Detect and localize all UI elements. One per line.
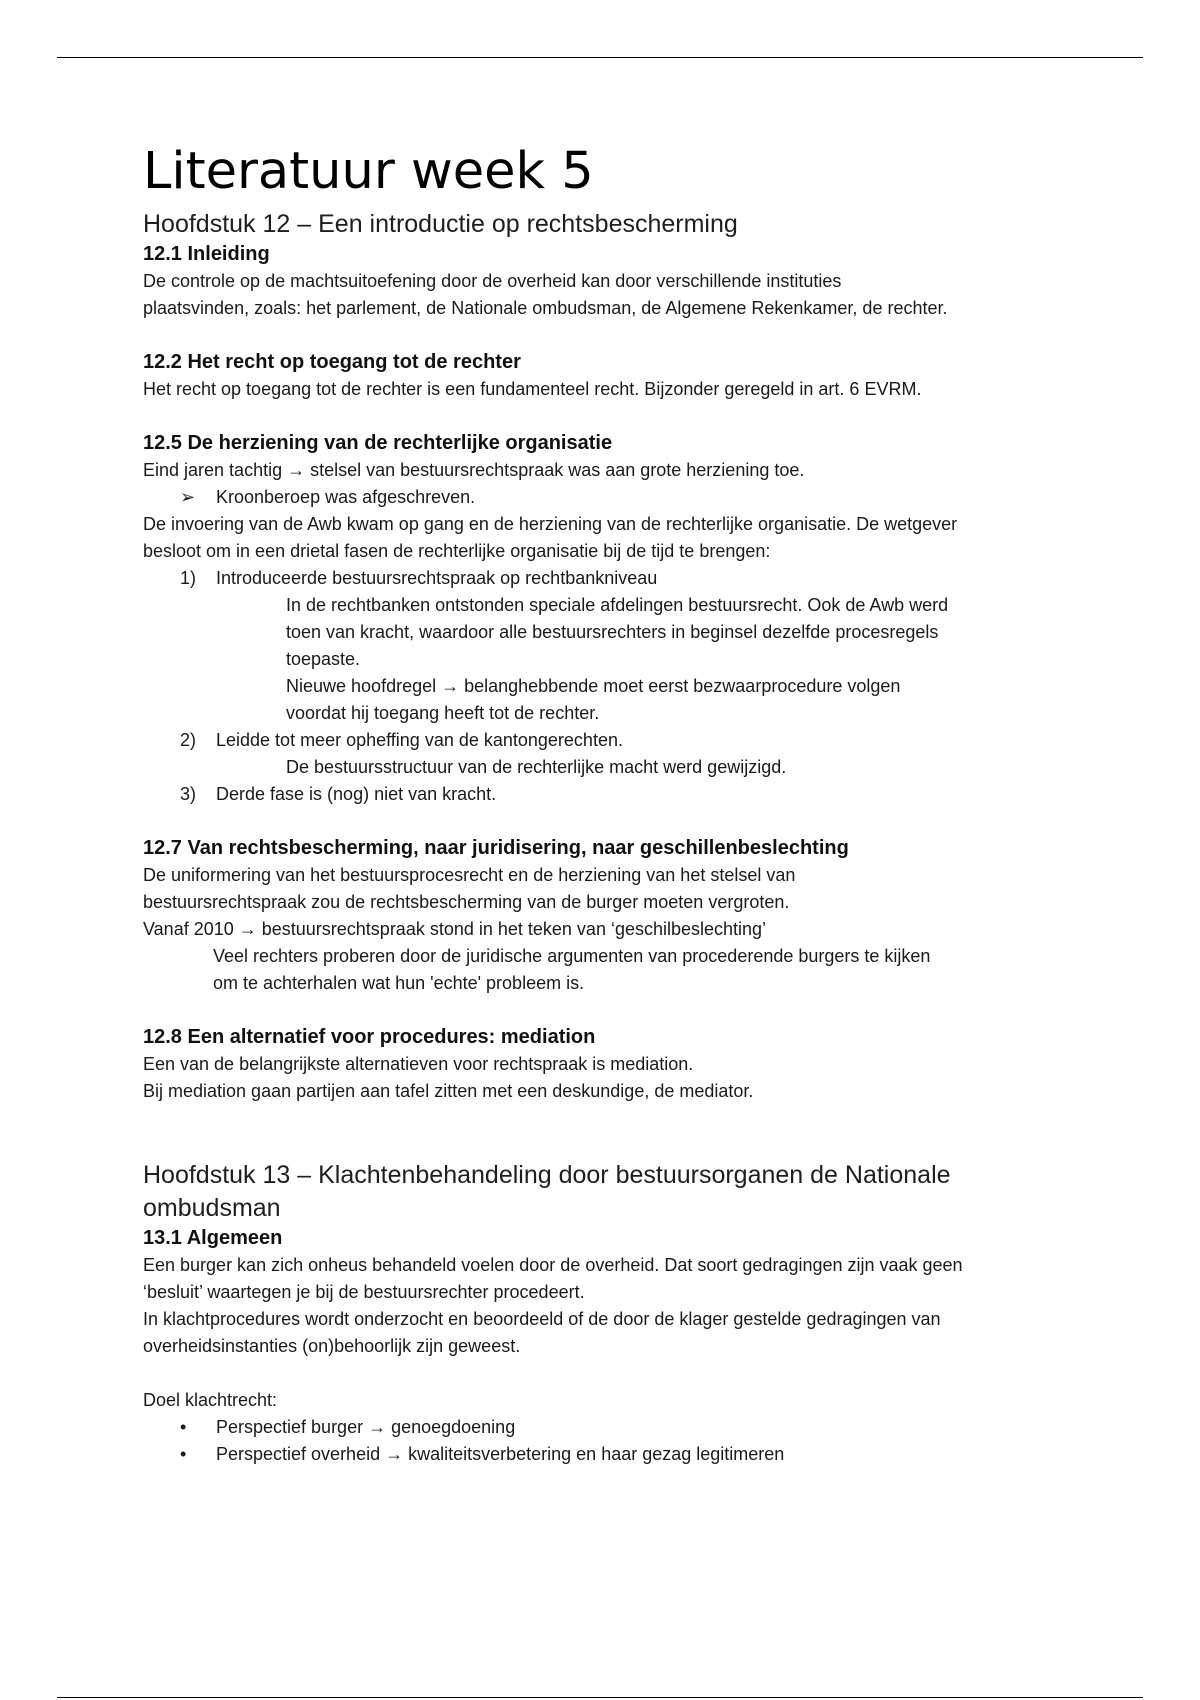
chapter-13-heading-line: ombudsman: [143, 1194, 281, 1222]
bottom-rule: [57, 1697, 1143, 1698]
paragraph-line: bestuursrechtspraak zou de rechtsbescherming van de burger moeten vergroten.: [143, 892, 790, 912]
chapter-12-heading: Hoofdstuk 12 – Een introductie op rechtsbescherming: [143, 210, 738, 238]
paragraph-line: Vanaf 2010 → bestuursrechtspraak stond in het teken van ‘geschilbeslechting’: [143, 919, 767, 939]
bullet-icon: •: [180, 1444, 187, 1464]
paragraph-line: Doel klachtrecht:: [143, 1390, 278, 1410]
paragraph-line: Het recht op toegang tot de rechter is een fundamenteel recht. Bijzonder geregeld in art. 6 EVRM.: [143, 379, 922, 399]
document-body: [143, 140, 1083, 1468]
arrow-bullet-icon: ➢: [180, 487, 196, 507]
list-item-text: Introduceerde bestuursrechtspraak op rechtbankniveau: [216, 568, 658, 588]
list-item-text: Derde fase is (nog) niet van kracht.: [216, 784, 497, 804]
paragraph-line: plaatsvinden, zoals: het parlement, de Nationale ombudsman, de Algemene Rekenkamer, de rechter.: [143, 298, 948, 318]
paragraph-line: Een burger kan zich onheus behandeld voelen door de overheid. Dat soort gedragingen zijn vaak geen: [143, 1255, 963, 1275]
indented-line: Veel rechters proberen door de juridische argumenten van procederende burgers te kijken: [213, 946, 931, 966]
indented-line: om te achterhalen wat hun 'echte' probleem is.: [213, 973, 585, 993]
paragraph-line: Bij mediation gaan partijen aan tafel zitten met een deskundige, de mediator.: [143, 1081, 754, 1101]
list-item-text: Leidde tot meer opheffing van de kantongerechten.: [216, 730, 623, 750]
paragraph-line: Eind jaren tachtig → stelsel van bestuursrechtspraak was aan grote herziening toe.: [143, 460, 805, 480]
number-marker: 1): [180, 568, 197, 588]
sub-line: toen van kracht, waardoor alle bestuursrechters in beginsel dezelfde procesregels: [286, 622, 939, 642]
paragraph-line: besloot om in een drietal fasen de rechterlijke organisatie bij de tijd te brengen:: [143, 541, 771, 561]
paragraph-line: overheidsinstanties (on)behoorlijk zijn geweest.: [143, 1336, 521, 1356]
chapter-13-heading: [143, 1159, 1083, 1225]
sub-line: Nieuwe hoofdregel → belanghebbende moet eerst bezwaarprocedure volgen: [286, 676, 901, 696]
numbered-item-1: [143, 565, 1083, 592]
section-12-8-heading: 12.8 Een alternatief voor procedures: mediation: [143, 1026, 596, 1048]
list-item: [143, 1414, 1083, 1441]
section-12-5-heading: 12.5 De herziening van de rechterlijke organisatie: [143, 432, 613, 454]
section-12-1-heading: 12.1 Inleiding: [143, 243, 270, 265]
numbered-item-2: [143, 727, 1083, 754]
top-rule: [57, 57, 1143, 58]
list-item-text: Perspectief burger → genoegdoening: [216, 1417, 516, 1437]
sub-line: voordat hij toegang heeft tot de rechter.: [286, 703, 600, 723]
paragraph-line: De uniformering van het bestuursprocesrecht en de herziening van het stelsel van: [143, 865, 796, 885]
list-item-text: Kroonberoep was afgeschreven.: [216, 487, 476, 507]
number-marker: 3): [180, 784, 197, 804]
number-marker: 2): [180, 730, 197, 750]
bullet-icon: •: [180, 1417, 187, 1437]
paragraph-line: Een van de belangrijkste alternatieven voor rechtspraak is mediation.: [143, 1054, 694, 1074]
section-12-2-heading: 12.2 Het recht op toegang tot de rechter: [143, 351, 521, 373]
list-item-text: Perspectief overheid → kwaliteitsverbetering en haar gezag legitimeren: [216, 1444, 785, 1464]
chapter-13-heading-line: Hoofdstuk 13 – Klachtenbehandeling door bestuursorganen de Nationale: [143, 1161, 951, 1189]
numbered-item-3: [143, 781, 1083, 808]
section-12-7-heading: 12.7 Van rechtsbescherming, naar juridisering, naar geschillenbeslechting: [143, 837, 849, 859]
section-13-1-heading: 13.1 Algemeen: [143, 1227, 283, 1249]
list-item: [143, 484, 1083, 511]
paragraph-line: De invoering van de Awb kwam op gang en de herziening van de rechterlijke organisatie. De wetgever: [143, 514, 958, 534]
sub-line: De bestuursstructuur van de rechterlijke macht werd gewijzigd.: [286, 757, 787, 777]
sub-line: In de rechtbanken ontstonden speciale afdelingen bestuursrecht. Ook de Awb werd: [286, 595, 949, 615]
paragraph-line: In klachtprocedures wordt onderzocht en beoordeeld of de door de klager gestelde gedragingen van: [143, 1309, 941, 1329]
paragraph-line: De controle op de machtsuitoefening door de overheid kan door verschillende instituties: [143, 271, 842, 291]
list-item: [143, 1441, 1083, 1468]
document-title: Literatuur week 5: [143, 142, 594, 201]
paragraph-line: ‘besluit’ waartegen je bij de bestuursrechter procedeert.: [143, 1282, 585, 1302]
sub-line: toepaste.: [286, 649, 361, 669]
